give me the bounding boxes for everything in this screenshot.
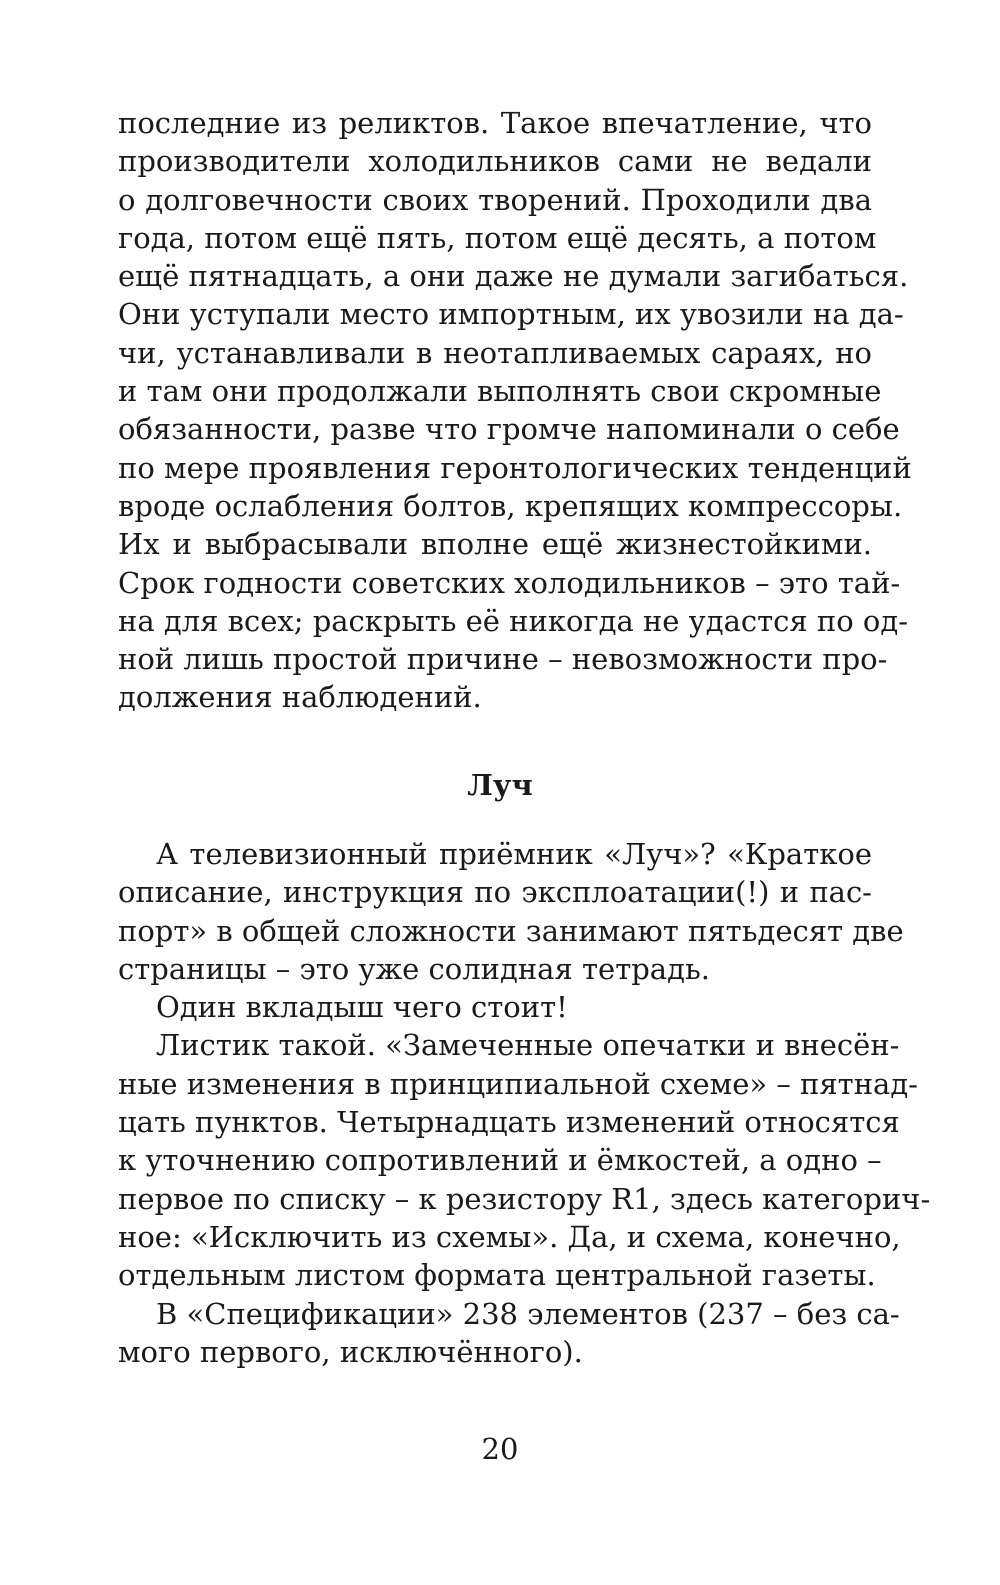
text-line: обязанности, разве что громче напоминали о себе	[118, 412, 900, 447]
text-line: Их и выбрасывали вполне ещё жизнестойкими.	[118, 527, 872, 562]
text-line: Один вкладыш чего стоит!	[156, 990, 568, 1025]
text-line: мого первого, исключённого).	[118, 1334, 583, 1369]
text-line: отдельным листом формата центральной газеты.	[118, 1258, 876, 1293]
text-line: описание, инструкция по эксплоатации(!) и пас-	[118, 875, 872, 910]
text-line: первое по списку – к резистору R1, здесь категорич-	[118, 1181, 931, 1216]
text-line: ной лишь простой причине – невозможности про-	[118, 642, 888, 677]
text-line: ное: «Исключить из схемы». Да, и схема, конечно,	[118, 1219, 901, 1254]
text-line: последние из реликтов. Такое впечатление, что	[118, 106, 872, 140]
text-line: ещё пятнадцать, а они даже не думали загибаться.	[118, 259, 909, 294]
text-line: о долговечности своих творений. Проходили два	[118, 182, 872, 217]
paragraph-luch-tv	[118, 835, 931, 1371]
text-line: ные изменения в принципиальной схеме» – пятнад-	[118, 1066, 918, 1101]
text-line: к уточнению сопротивлений и ёмкостей, а одно –	[118, 1143, 882, 1178]
text-line: Срок годности советских холодильников – это тай-	[118, 565, 901, 600]
text-line: Листик такой. «Замеченные опечатки и внесён-	[156, 1028, 900, 1063]
text-line: года, потом ещё пять, потом ещё десять, а потом	[118, 220, 877, 255]
page-number: 20	[481, 1432, 519, 1466]
text-line: по мере проявления геронтологических тенденций	[118, 450, 912, 485]
text-line: должения наблюдений.	[118, 680, 482, 715]
text-line: порт» в общей сложности занимают пятьдесят две	[118, 913, 904, 948]
text-line: страницы – это уже солидная тетрадь.	[118, 951, 710, 986]
text-line: Они уступали место импортным, их увозили на да-	[118, 297, 904, 332]
text-line: цать пунктов. Четырнадцать изменений относятся	[118, 1105, 900, 1140]
text-line: чи, устанавливали в неотапливаемых сараях, но	[118, 335, 872, 370]
paragraph-refrigerators	[118, 104, 912, 717]
text-line: и там они продолжали выполнять свои скромные	[118, 374, 882, 409]
text-line: на для всех; раскрыть её никогда не удастся по од-	[118, 603, 909, 638]
text-line: вроде ослабления болтов, крепящих компрессоры.	[118, 488, 903, 523]
section-heading: Луч	[467, 768, 533, 802]
text-line: А телевизионный приёмник «Луч»? «Краткое	[156, 837, 872, 871]
text-line: производители холодильников сами не ведали	[118, 144, 872, 179]
text-line: В «Спецификации» 238 элементов (237 – без са-	[156, 1296, 900, 1331]
